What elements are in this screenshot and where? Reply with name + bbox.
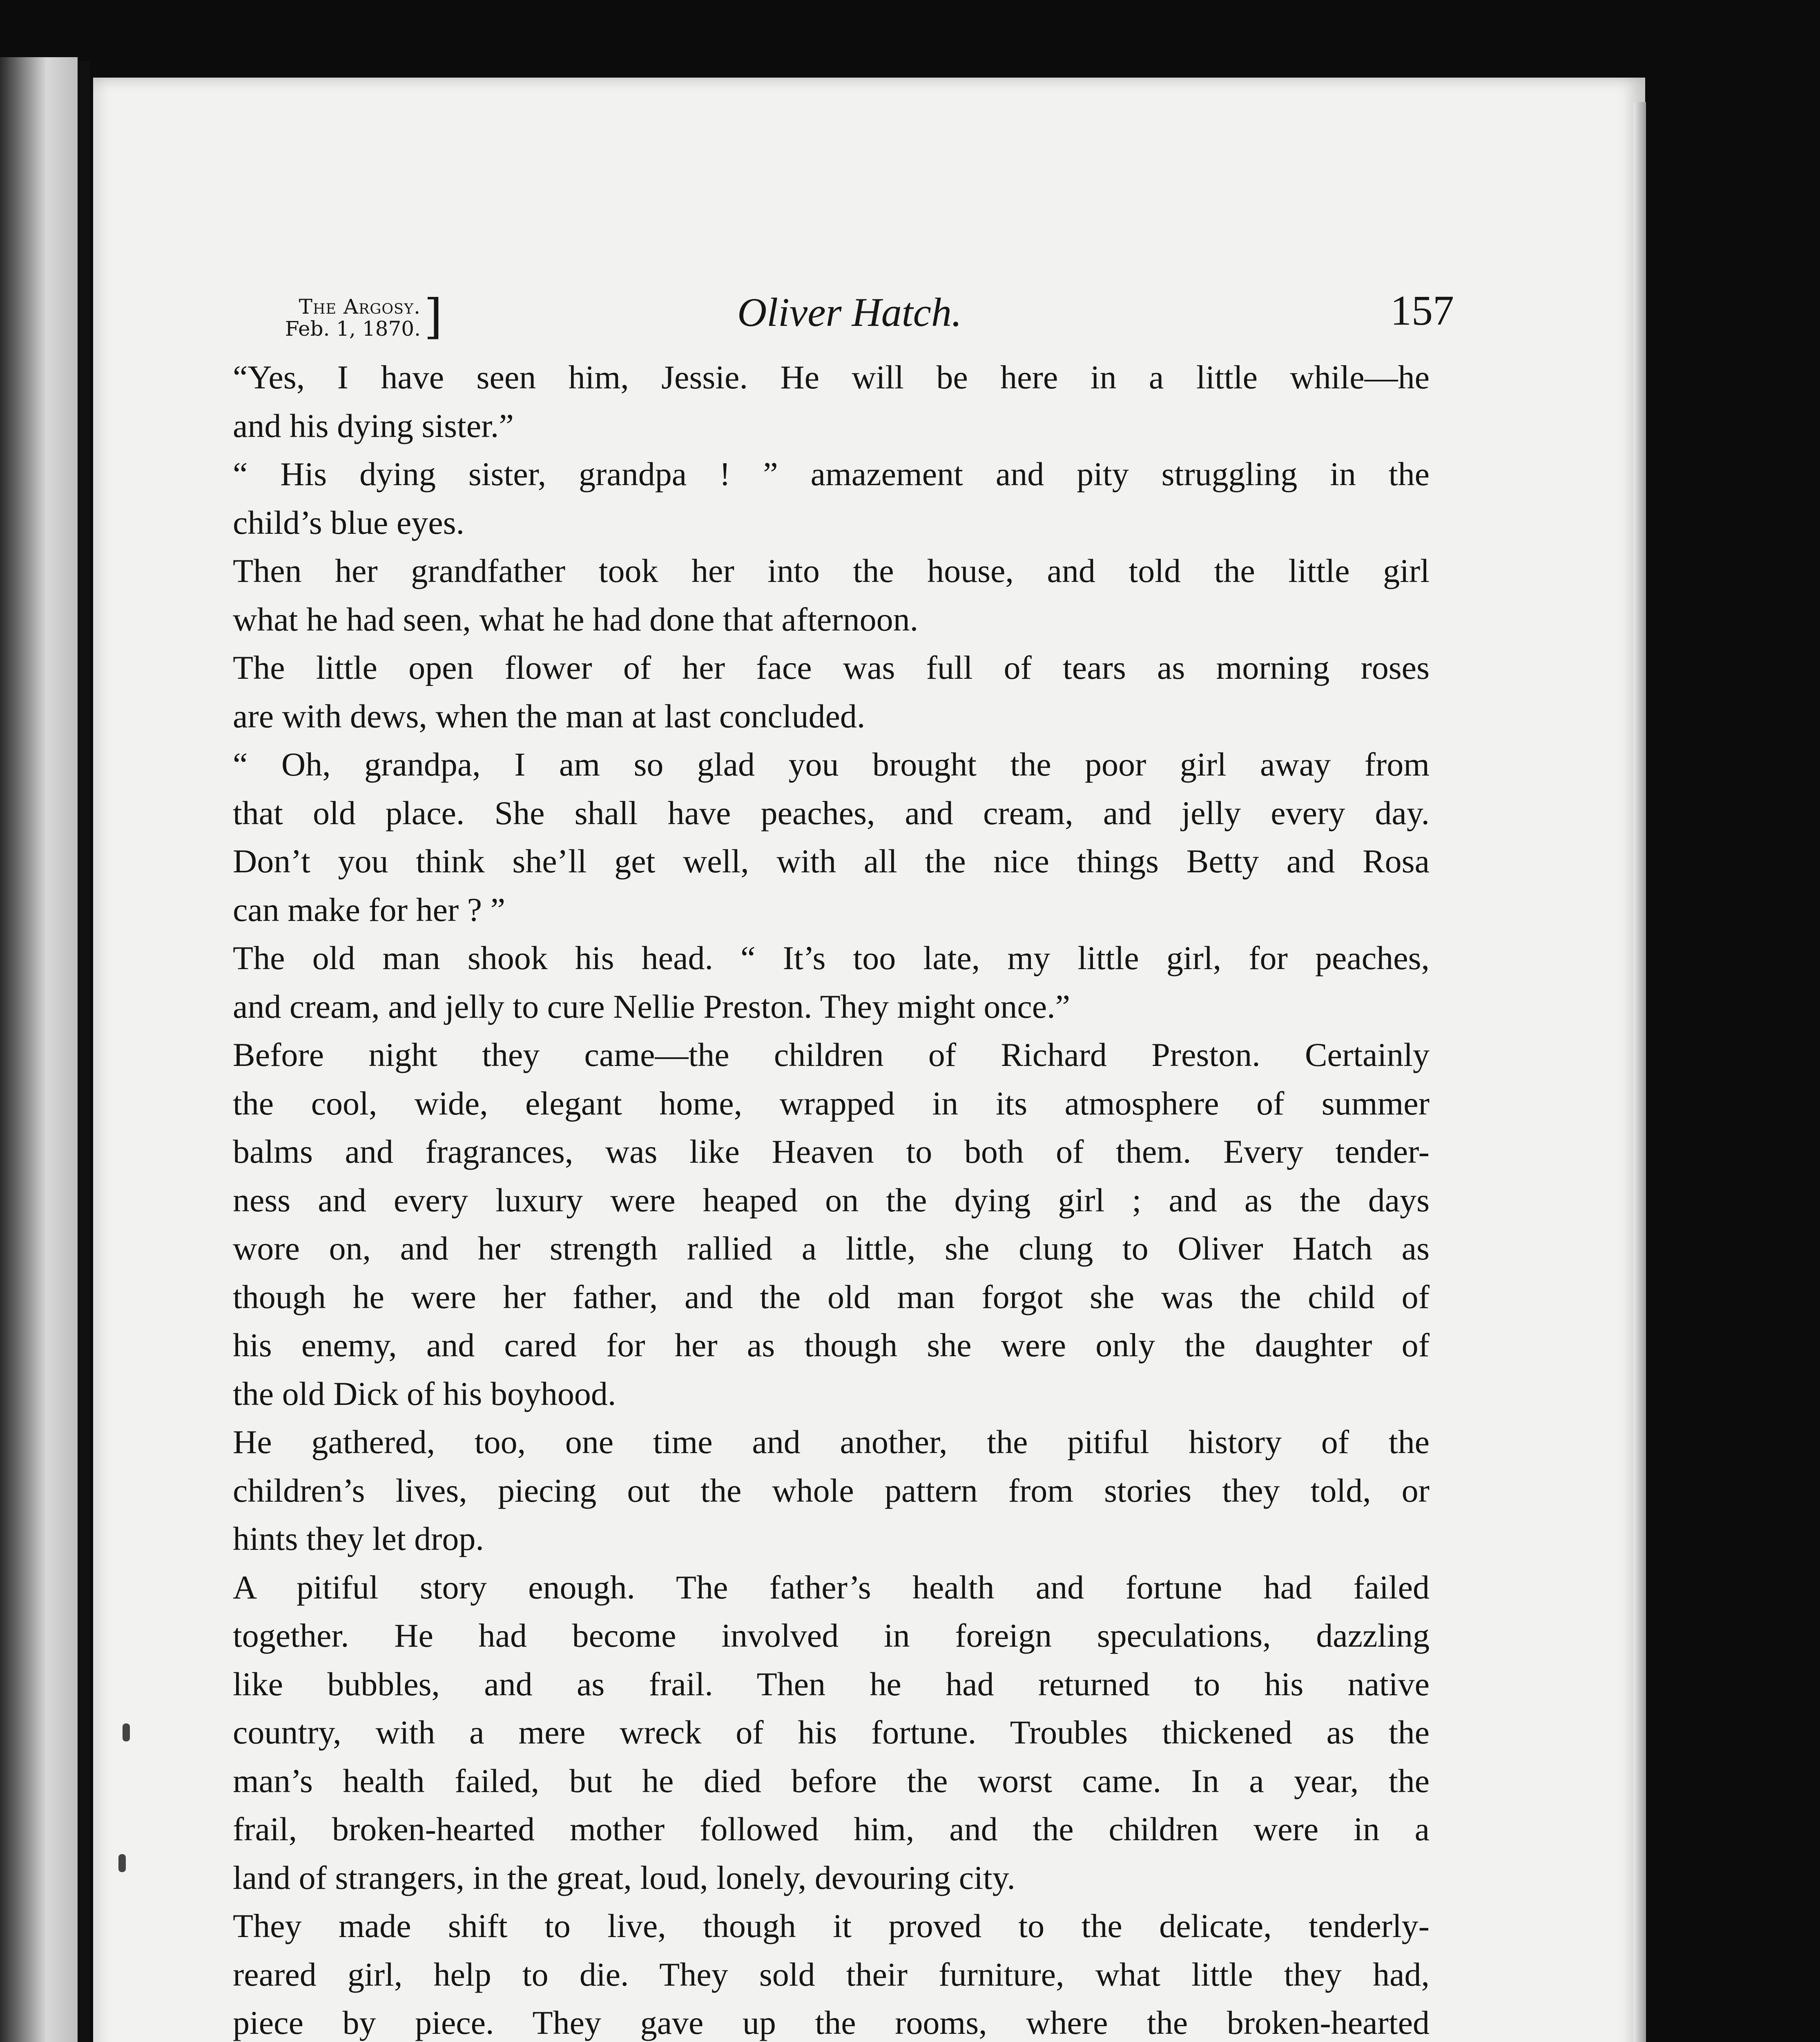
text-line: balms and fragrances, was like Heaven to both of them. Every tender- [233, 1133, 1430, 1170]
text-line: country, with a mere wreck of his fortune. Troubles thickened as the [233, 1714, 1430, 1751]
source-periodical: The Argosy. [299, 295, 421, 319]
text-line: frail, broken-hearted mother followed him, and the children were in a [233, 1810, 1430, 1848]
text-line: Before night they came—the children of Richard Preston. Certainly [233, 1036, 1430, 1073]
page-title: Oliver Hatch. [737, 290, 962, 335]
page-number: 157 [1390, 287, 1454, 334]
source-bracket: ] [424, 289, 443, 344]
text-line: They made shift to live, though it proved to the delicate, tenderly- [233, 1907, 1430, 1944]
text-line: though he were her father, and the old man forgot she was the child of [233, 1278, 1430, 1315]
text-line: reared girl, help to die. They sold their furniture, what little they had, [233, 1955, 1430, 1993]
text-line: like bubbles, and as frail. Then he had returned to his native [233, 1665, 1430, 1703]
text-line: wore on, and her strength rallied a little, she clung to Oliver Hatch as [233, 1230, 1430, 1267]
text-line: his enemy, and cared for her as though she were only the daughter of [233, 1326, 1430, 1364]
text-line: and cream, and jelly to cure Nellie Preston. They might once.” [233, 988, 1071, 1025]
text-line: “ His dying sister, grandpa ! ” amazement and pity struggling in the [233, 455, 1430, 493]
text-line: The little open flower of her face was full of tears as morning roses [233, 649, 1430, 686]
text-line: piece by piece. They gave up the rooms, where the broken-hearted [233, 2004, 1430, 2041]
text-line: children’s lives, piecing out the whole pattern from stories they told, or [233, 1471, 1430, 1509]
text-line: that old place. She shall have peaches, and cream, and jelly every day. [233, 794, 1430, 832]
previous-page-edge [0, 57, 78, 2042]
source-date: Feb. 1, 1870. [285, 317, 421, 341]
text-line: the old Dick of his boyhood. [233, 1375, 616, 1412]
text-line: what he had seen, what he had done that afternoon. [233, 600, 919, 638]
body-text [233, 353, 1430, 2042]
text-line: are with dews, when the man at last concluded. [233, 697, 865, 735]
text-line: child’s blue eyes. [233, 504, 465, 541]
text-line: He gathered, too, one time and another, the pitiful history of the [233, 1423, 1430, 1460]
running-head [257, 286, 1454, 347]
text-line: together. He had become involved in foreign speculations, dazzling [233, 1617, 1430, 1654]
text-line: “ Oh, grandpa, I am so glad you brought the poor girl away from [233, 746, 1430, 783]
margin-speck [123, 1723, 130, 1741]
margin-speck [118, 1854, 126, 1872]
text-line: A pitiful story enough. The father’s health and fortune had failed [233, 1568, 1430, 1606]
text-line: and his dying sister.” [233, 407, 514, 444]
text-line: can make for her ? ” [233, 891, 505, 928]
text-line: the cool, wide, elegant home, wrapped in its atmosphere of summer [233, 1084, 1430, 1122]
source-citation [257, 296, 421, 340]
text-line: Don’t you think she’ll get well, with all the nice things Betty and Rosa [233, 843, 1430, 880]
text-line: ness and every luxury were heaped on the dying girl ; and as the days [233, 1181, 1430, 1219]
text-line: Then her grandfather took her into the house, and told the little girl [233, 552, 1430, 589]
text-line: “Yes, I have seen him, Jessie. He will be here in a little while—he [233, 359, 1430, 396]
text-line: man’s health failed, but he died before the worst came. In a year, the [233, 1762, 1430, 1799]
text-line: land of strangers, in the great, loud, lonely, devouring city. [233, 1859, 1015, 1896]
text-line: The old man shook his head. “ It’s too late, my little girl, for peaches, [233, 939, 1430, 976]
text-line: hints they let drop. [233, 1520, 484, 1557]
book-gutter [80, 61, 90, 2042]
page-edge-shadow [1634, 102, 1646, 2042]
